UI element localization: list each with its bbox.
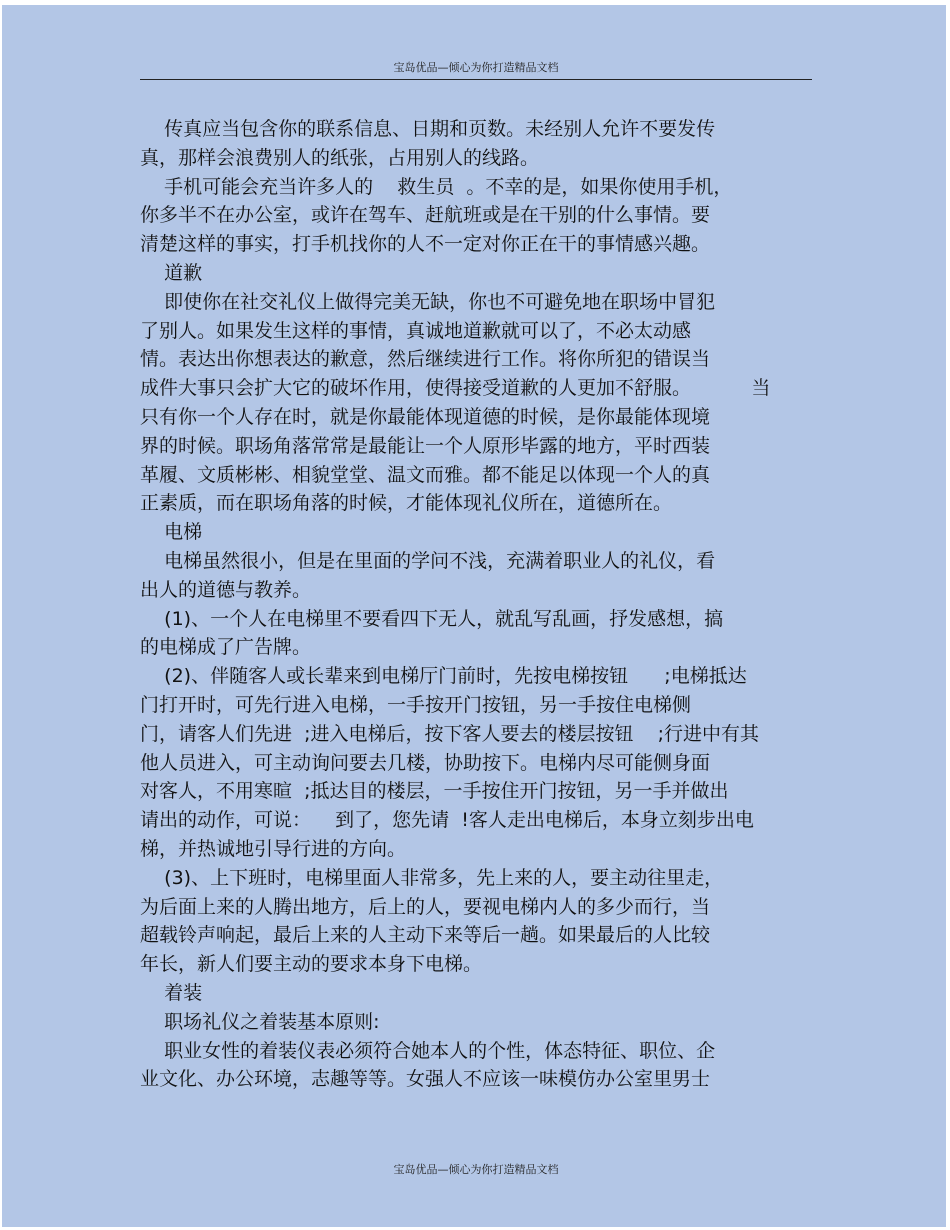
page-footer: 宝岛优品—倾心为你打造精品文档: [393, 1163, 559, 1176]
text-line: 的电梯成了广告牌。: [140, 636, 312, 659]
text-line: 职业女性的着装仪表必须符合她本人的个性，体态特征、职位、企: [140, 1039, 716, 1062]
text-line: 手机可能会充当许多人的 救生员 。不幸的是，如果你使用手机，: [140, 175, 733, 198]
text-line: (1)、一个人在电梯里不要看四下无人，就乱写乱画，抒发感想，搞: [140, 607, 724, 630]
section-heading-attire: 着装: [140, 981, 203, 1004]
text-line: 成件大事只会扩大它的破坏作用，使得接受道歉的人更加不舒服。 当: [140, 377, 771, 400]
text-line: 业文化、办公环境，志趣等等。女强人不应该一味模仿办公室里男士: [140, 1068, 711, 1091]
text-line: 传真应当包含你的联系信息、日期和页数。未经别人允许不要发传: [140, 118, 716, 140]
text-line: 界的时候。职场角落常常是最能让一个人原形毕露的地方，平时西装: [140, 434, 711, 457]
text-line: 年长，新人们要主动的要求本身下电梯。: [140, 953, 483, 976]
text-line: 清楚这样的事实，打手机找你的人不一定对你正在干的事情感兴趣。: [140, 233, 711, 256]
document-page: [2, 5, 946, 1227]
text-line: 了别人。如果发生这样的事情，真诚地道歉就可以了，不必太动感: [140, 319, 692, 342]
text-line: 电梯虽然很小，但是在里面的学问不浅，充满着职业人的礼仪，看: [140, 549, 716, 572]
text-line: 为后面上来的人腾出地方，后上的人，要视电梯内人的多少而行，当: [140, 895, 711, 918]
text-line: 门打开时，可先行进入电梯，一手按开门按钮，另一手按住电梯侧: [140, 693, 692, 716]
section-heading-elevator: 电梯: [140, 521, 203, 544]
text-line: 情。表达出你想表达的歉意，然后继续进行工作。将你所犯的错误当: [140, 348, 711, 371]
text-line: 门，请客人们先进 ;进入电梯后，按下客人要去的楼层按钮 ;行进中有其: [140, 722, 760, 745]
text-line: 只有你一个人存在时，就是你最能体现道德的时候，是你最能体现境: [140, 405, 711, 428]
text-line: 对客人，不用寒暄 ;抵达目的楼层，一手按住开门按钮，另一手并做出: [140, 780, 729, 803]
text-line: 你多半不在办公室，或许在驾车、赶航班或是在干别的什么事情。要: [140, 204, 711, 227]
text-line: 职场礼仪之着装基本原则:: [140, 1010, 380, 1033]
text-line: 正素质，而在职场角落的时候，才能体现礼仪所在，道德所在。: [140, 492, 673, 515]
text-line: 真，那样会浪费别人的纸张，占用别人的线路。: [140, 146, 540, 169]
text-line: 超载铃声响起，最后上来的人主动下来等后一趟。如果最后的人比较: [140, 924, 711, 947]
text-line: 革履、文质彬彬、相貌堂堂、温文而雅。都不能足以体现一个人的真: [140, 463, 711, 486]
section-heading-apology: 道歉: [140, 261, 203, 284]
text-line: 出人的道德与教养。: [140, 578, 312, 601]
header-divider: [140, 79, 812, 80]
text-line: 即使你在社交礼仪上做得完美无缺，你也不可避免地在职场中冒犯: [140, 290, 716, 313]
page-header: 宝岛优品—倾心为你打造精品文档: [393, 61, 559, 74]
text-line: 梯，并热诚地引导行进的方向。: [140, 837, 407, 860]
document-body: [140, 115, 820, 1094]
text-line: 请出的动作，可说： 到了，您先请 !客人走出电梯后，本身立刻步出电: [140, 809, 754, 832]
text-line: (2)、伴随客人或长辈来到电梯厅门前时，先按电梯按钮 ;电梯抵达: [140, 665, 747, 688]
text-line: (3)、上下班时，电梯里面人非常多，先上来的人，要主动往里走，: [140, 866, 724, 889]
text-line: 他人员进入，可主动询问要去几楼，协助按下。电梯内尽可能侧身面: [140, 751, 711, 774]
